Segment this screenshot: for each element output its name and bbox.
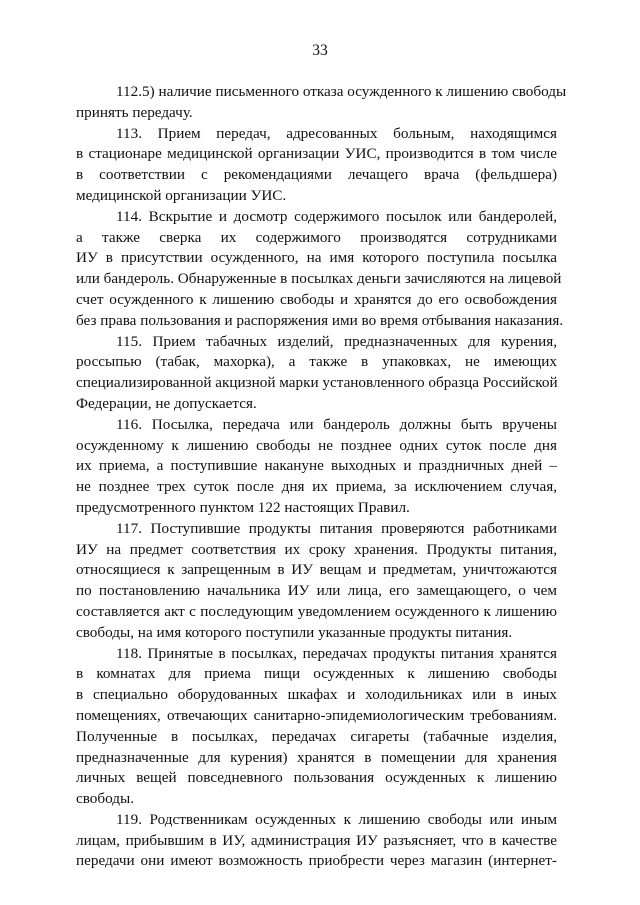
text-line: медицинской организации УИС. (76, 186, 287, 204)
text-line: 116. Посылка, передача или бандероль должны быть вручены (116, 415, 557, 433)
text-line: свободы, на имя которого поступили указанные продукты питания. (76, 623, 513, 641)
text-line: Федерации, не допускается. (76, 394, 257, 412)
text-line: 114. Вскрытие и досмотр содержимого посылок или бандеролей, (116, 207, 557, 225)
text-line: лицам, прибывшим в ИУ, администрация ИУ разъясняет, что в качестве (76, 831, 557, 849)
text-line: в соответствии с рекомендациями лечащего врача (фельдшера) (76, 166, 557, 184)
text-line: предназначенные для курения) хранятся в помещении для хранения (76, 748, 557, 766)
text-line: осужденному к лишению свободы не позднее одних суток после дня (76, 436, 557, 454)
text-line: помещениях, отвечающих санитарно-эпидемиологическим требованиям. (76, 706, 557, 724)
text-line: относящиеся к запрещенным в ИУ вещам и предметам, уничтожаются (76, 561, 557, 579)
text-line: в комнатах для приема пищи осужденных к лишению свободы (76, 665, 557, 683)
text-line: специализированной акцизной марки установленного образца Российской (76, 374, 558, 392)
text-line: или бандероль. Обнаруженные в посылках деньги зачисляются на лицевой (76, 270, 562, 288)
paragraph (76, 415, 557, 519)
document-body (76, 82, 567, 872)
text-line: Полученные в посылках, передачах сигареты (табачные изделия, (76, 727, 557, 745)
text-line: по постановлению начальника ИУ или лица, его замещающего, о чем (76, 582, 557, 600)
paragraph (76, 332, 557, 415)
text-line: принять передачу. (76, 103, 193, 121)
text-line: счет осужденного к лишению свободы и хранятся до его освобождения (76, 290, 557, 308)
text-line: их приема, а поступившие накануне выходных и праздничных дней – (76, 457, 557, 475)
text-line: свободы. (76, 790, 135, 808)
text-line: предусмотренного пунктом 122 настоящих Правил. (76, 498, 410, 516)
paragraph (76, 207, 564, 332)
text-line: в специально оборудованных шкафах и холодильниках или в иных (76, 686, 557, 704)
text-line: в стационаре медицинской организации УИС, производится в том числе (76, 145, 557, 163)
paragraph (76, 82, 567, 124)
text-line: не позднее трех суток после дня их приема, за исключением случая, (76, 478, 557, 496)
text-line: составляется акт с последующим уведомлением осужденного к лишению (76, 602, 557, 620)
text-line: без права пользования и распоряжения ими во время отбывания наказания. (76, 311, 564, 329)
paragraph (76, 519, 557, 644)
text-line: 115. Прием табачных изделий, предназначенных для курения, (116, 332, 557, 350)
text-line: 117. Поступившие продукты питания проверяются работниками (116, 519, 557, 537)
text-line: ИУ на предмет соответствия их сроку хранения. Продукты питания, (76, 540, 557, 558)
text-line: 119. Родственникам осужденных к лишению свободы или иным (116, 810, 557, 828)
paragraph (76, 124, 557, 207)
text-line: россыпью (табак, махорка), а также в упаковках, не имеющих (76, 353, 557, 371)
text-line: ИУ в присутствии осужденного, на имя которого поступила посылка (76, 249, 557, 267)
paragraph (76, 810, 557, 872)
text-line: личных вещей повседневного пользования осужденных к лишению (76, 769, 557, 787)
text-line: 112.5) наличие письменного отказа осужденного к лишению свободы (116, 83, 567, 100)
page-number: 33 (312, 42, 328, 59)
text-line: передачи они имеют возможность приобрести через магазин (интернет- (76, 852, 557, 870)
paragraph (76, 644, 557, 810)
text-line: а также сверка их содержимого производятся сотрудниками (76, 228, 557, 246)
text-line: 113. Прием передач, адресованных больным, находящимся (116, 124, 557, 142)
text-line: 118. Принятые в посылках, передачах продукты питания хранятся (116, 644, 557, 662)
